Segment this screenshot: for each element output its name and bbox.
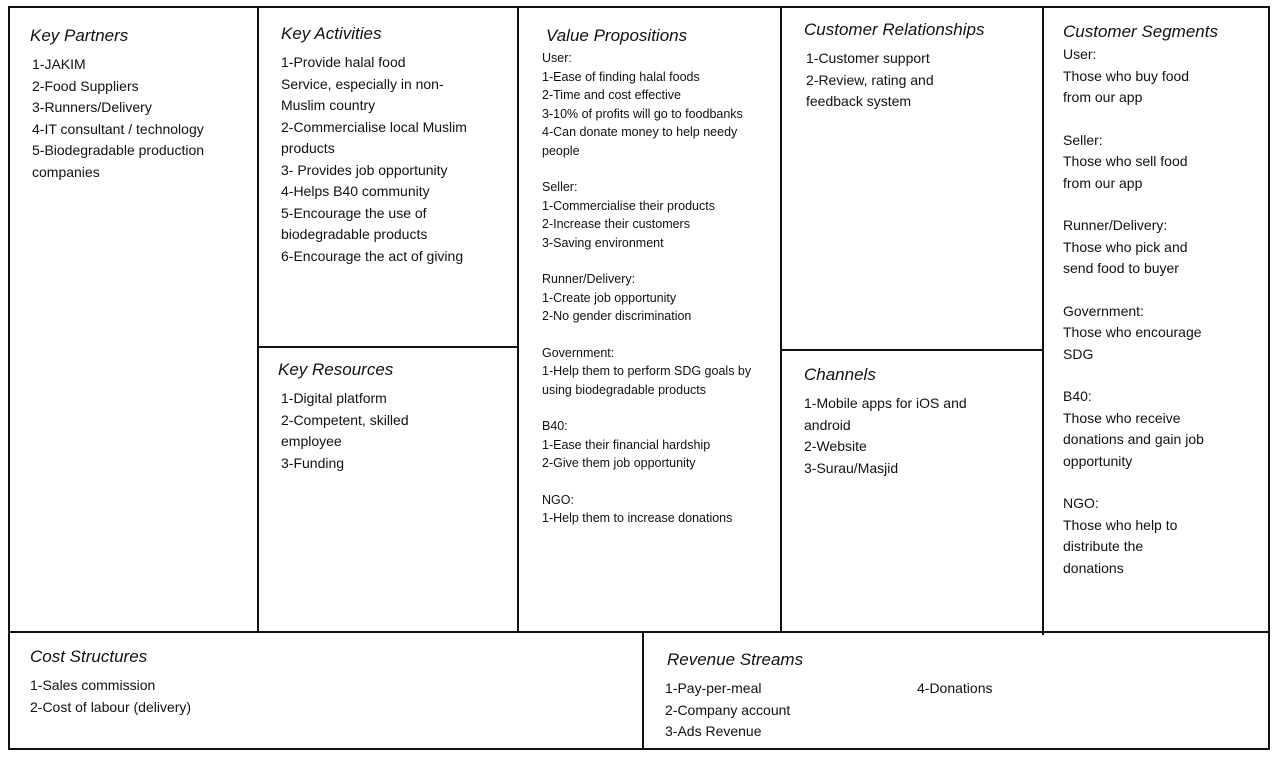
customer-segment-group xyxy=(1063,130,1267,195)
customer-segment-group xyxy=(1063,386,1267,472)
revenue-streams-block xyxy=(667,650,1257,743)
group-heading: NGO: xyxy=(1063,495,1099,511)
value-proposition-item: 2-Give them job opportunity xyxy=(542,456,696,470)
key-resource-item: 3-Funding xyxy=(281,454,345,471)
revenue-item: 4-Donations xyxy=(917,680,993,696)
customer-segment-item: Those who sell food xyxy=(1063,153,1188,169)
value-proposition-group xyxy=(542,49,778,160)
revenue-item: 1-Pay-per-meal xyxy=(665,680,762,696)
value-proposition-group xyxy=(542,344,778,400)
group-heading: B40: xyxy=(1063,388,1092,404)
customer-relationship-item: 2-Review, rating and xyxy=(806,71,934,88)
customer-relationship-item: feedback system xyxy=(806,93,912,109)
value-proposition-item: 3-Saving environment xyxy=(542,235,664,250)
value-proposition-item: 2-No gender discrimination xyxy=(542,309,692,323)
divider-line xyxy=(1042,6,1044,635)
key-activity-item: 5-Encourage the use of xyxy=(281,204,427,221)
key-activity-item: 6-Encourage the act of giving xyxy=(281,247,464,264)
customer-segment-group xyxy=(1063,493,1267,579)
key-partners-block xyxy=(30,26,252,183)
value-proposition-item: 1-Help them to perform SDG goals by xyxy=(542,364,752,378)
value-proposition-item: 1-Commercialise their products xyxy=(542,198,715,213)
channels-block xyxy=(804,365,1036,479)
channel-item: 3-Surau/Masjid xyxy=(804,459,899,476)
key-activity-item: 4-Helps B40 community xyxy=(281,183,430,199)
value-propositions-block xyxy=(542,26,778,546)
customer-segment-item: Those who pick and xyxy=(1063,238,1188,255)
key-activity-item: 2-Commercialise local Muslim xyxy=(281,118,467,135)
group-heading: Seller: xyxy=(542,180,578,194)
customer-relationship-item: 1-Customer support xyxy=(806,50,930,66)
value-proposition-group xyxy=(542,178,778,252)
cost-structures-block xyxy=(30,647,630,718)
key-partner-item: 5-Biodegradable production xyxy=(32,142,205,158)
key-activity-item: Muslim country xyxy=(281,97,376,113)
key-activity-item: biodegradable products xyxy=(281,226,428,242)
divider-line xyxy=(517,6,519,633)
customer-segment-item: donations and gain job xyxy=(1063,431,1204,447)
channels-title: Channels xyxy=(804,365,876,384)
revenue-streams-title: Revenue Streams xyxy=(667,650,804,669)
value-proposition-item: 3-10% of profits will go to foodbanks xyxy=(542,106,743,121)
key-resource-item: 2-Competent, skilled xyxy=(281,411,409,428)
customer-segment-item: distribute the xyxy=(1063,538,1144,554)
channel-item: 1-Mobile apps for iOS and xyxy=(804,395,967,411)
key-partner-item: 2-Food Suppliers xyxy=(32,77,139,94)
divider-line xyxy=(780,6,782,633)
value-proposition-item: 1-Ease their financial hardship xyxy=(542,437,711,452)
value-proposition-item: 4-Can donate money to help needy xyxy=(542,125,738,139)
customer-segment-item: donations xyxy=(1063,559,1124,576)
group-heading: B40: xyxy=(542,419,568,433)
value-proposition-item: 1-Help them to increase donations xyxy=(542,511,733,525)
key-activity-item: products xyxy=(281,140,335,156)
key-resource-item: employee xyxy=(281,433,342,449)
group-heading: User: xyxy=(542,51,572,65)
divider-line xyxy=(8,631,1270,633)
key-resources-block xyxy=(278,360,512,474)
group-heading: Seller: xyxy=(1063,131,1103,148)
value-proposition-item: 2-Increase their customers xyxy=(542,217,690,231)
key-activities-block xyxy=(281,24,513,267)
value-proposition-item: people xyxy=(542,143,580,158)
key-partner-item: 1-JAKIM xyxy=(32,56,86,72)
channel-item: android xyxy=(804,416,851,433)
divider-line xyxy=(258,346,518,348)
key-partners-title: Key Partners xyxy=(30,26,129,45)
key-resources-title: Key Resources xyxy=(278,360,394,379)
key-resource-item: 1-Digital platform xyxy=(281,390,387,406)
value-proposition-group xyxy=(542,417,778,473)
customer-segment-item: Those who buy food xyxy=(1063,67,1190,84)
key-activity-item: 1-Provide halal food xyxy=(281,54,406,70)
customer-segment-item: from our app xyxy=(1063,89,1143,105)
value-proposition-group xyxy=(542,270,778,326)
customer-segment-item: Those who receive xyxy=(1063,409,1181,426)
value-proposition-item: 1-Create job opportunity xyxy=(542,290,677,305)
value-proposition-item: 1-Ease of finding halal foods xyxy=(542,69,700,84)
value-proposition-group xyxy=(542,491,778,528)
key-partner-item: 3-Runners/Delivery xyxy=(32,99,152,115)
customer-segment-item: opportunity xyxy=(1063,452,1133,469)
customer-segment-item: Those who help to xyxy=(1063,516,1178,533)
divider-line xyxy=(781,349,1043,351)
customer-relationships-title: Customer Relationships xyxy=(804,20,985,39)
value-proposition-item: 2-Time and cost effective xyxy=(542,88,681,102)
group-heading: User: xyxy=(1063,46,1097,62)
key-activities-title: Key Activities xyxy=(281,24,382,43)
customer-segment-group xyxy=(1063,44,1267,109)
cost-item: 2-Cost of labour (delivery) xyxy=(30,698,192,715)
customer-segment-item: send food to buyer xyxy=(1063,260,1179,276)
key-partner-item: companies xyxy=(32,163,100,180)
group-heading: NGO: xyxy=(542,492,574,507)
revenue-item: 3-Ads Revenue xyxy=(665,723,762,739)
group-heading: Runner/Delivery: xyxy=(542,272,636,286)
cost-structures-title: Cost Structures xyxy=(30,647,148,666)
value-propositions-title: Value Propositions xyxy=(546,26,688,45)
channel-item: 2-Website xyxy=(804,438,867,454)
group-heading: Government: xyxy=(1063,302,1144,319)
group-heading: Government: xyxy=(542,345,615,360)
key-activity-item: 3- Provides job opportunity xyxy=(281,161,448,178)
customer-segments-block xyxy=(1063,22,1267,600)
divider-line xyxy=(642,633,644,750)
value-proposition-item: using biodegradable products xyxy=(542,382,707,397)
key-activity-item: Service, especially in non- xyxy=(281,75,444,92)
customer-segment-item: Those who encourage xyxy=(1063,324,1202,340)
customer-segments-title: Customer Segments xyxy=(1063,22,1218,41)
group-heading: Runner/Delivery: xyxy=(1063,217,1168,233)
cost-item: 1-Sales commission xyxy=(30,677,156,693)
customer-segment-item: from our app xyxy=(1063,174,1143,191)
revenue-item: 2-Company account xyxy=(665,701,791,718)
customer-relationships-block xyxy=(804,20,1036,113)
divider-line xyxy=(257,6,259,633)
customer-segment-group xyxy=(1063,301,1267,366)
customer-segment-item: SDG xyxy=(1063,345,1094,362)
key-partner-item: 4-IT consultant / technology xyxy=(32,120,204,137)
customer-segment-group xyxy=(1063,215,1267,280)
